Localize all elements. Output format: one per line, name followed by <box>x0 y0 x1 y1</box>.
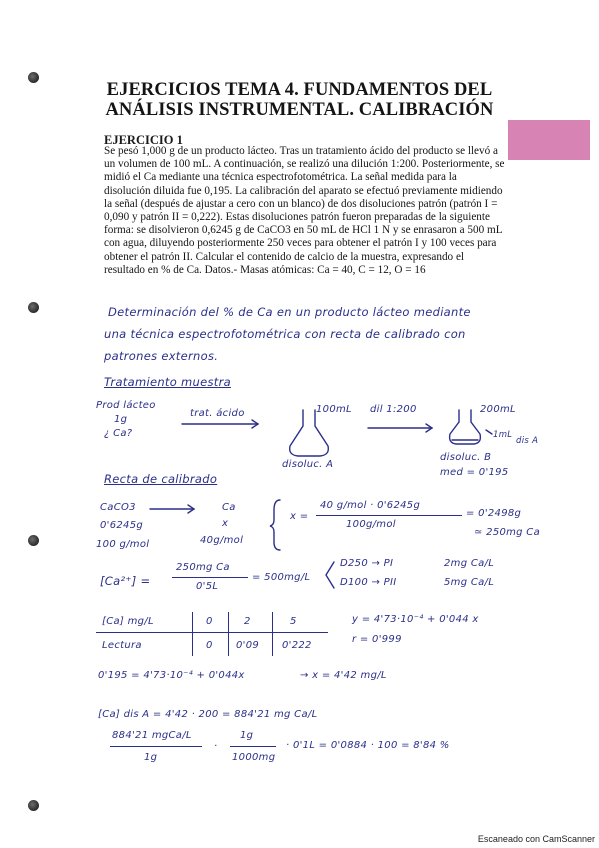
page-title-line2: ANÁLISIS INSTRUMENTAL. CALIBRACIÓN <box>105 100 494 120</box>
hw-flask-b-label: disoluc. B <box>440 452 492 463</box>
punch-hole-icon <box>28 535 39 546</box>
table-reading-2: 0'222 <box>282 640 312 651</box>
hw-intro-line2: una técnica espectrofotométrica con recta de calibrado con <box>104 327 466 341</box>
table-reading-0: 0 <box>206 640 213 651</box>
hw-prod-line2: 1g <box>114 414 128 425</box>
hw-flask-b-pipette: 1mL <box>493 430 513 440</box>
table-conc-0: 0 <box>206 616 213 627</box>
brace-icon <box>270 500 280 550</box>
scanner-watermark: Escaneado con CamScanner <box>477 834 595 844</box>
table-header-reading: Lectura <box>102 640 142 651</box>
hw-conc-denominator: 0'5L <box>196 581 219 592</box>
punch-hole-icon <box>28 302 39 313</box>
table-conc-2: 2 <box>244 616 251 627</box>
hw-caco3: CaCO3 <box>100 502 136 513</box>
hw-molar-mass-caco3: 100 g/mol <box>96 539 150 550</box>
table-conc-5: 5 <box>290 616 297 627</box>
hw-patron1-dilution: D250 → PI <box>340 558 394 569</box>
hw-intro-line1: Determinación del % de Ca en un producto lácteo mediante <box>108 305 471 319</box>
hw-fraction-denominator: 100g/mol <box>346 519 396 530</box>
hw-patron1-value: 2mg Ca/L <box>444 558 495 569</box>
hw-unknown-x: x <box>222 518 229 529</box>
hw-ca: Ca <box>222 502 236 513</box>
hw-conc-fraction-bar <box>172 577 248 578</box>
hw-x-equals: x = <box>290 511 309 522</box>
hw-prod-line1: Prod lácteo <box>96 400 156 411</box>
hw-conc-numerator: 250mg Ca <box>176 562 230 573</box>
hw-intro-line3: patrones externos. <box>104 349 219 363</box>
hw-flask-a-volume: 100mL <box>316 404 352 415</box>
hw-final-bar2 <box>230 746 276 747</box>
hw-patron2-dilution: D100 → PII <box>340 577 397 588</box>
table-reading-1: 0'09 <box>236 640 260 651</box>
exercise-statement: Se pesó 1,000 g de un producto lácteo. Tras un tratamiento ácido del producto se llevó a un volumen de 100 mL. A continuación, se realizó una dilución 1:200. Posteriormente, se midió el Ca mediante una técnica espectrofotométrica. La señal medida para la disolución diluida fue 0,195. La calibración del aparato se efectuó previamente midiendo la señal (después de ajustar a cero con un blanco) de dos disoluciones patrón (patrón I = 0,090 y patrón II = 0,222). Estas disoluciones patrón fueron preparadas de la siguiente forma: se disolvieron 0,6245 g de CaCO3 en 50 mL de HCl 1 N y se enrasaron a 500 mL con agua, diluyendo posteriormente 250 veces para obtener el patrón I y 100 veces para obtener el patrón II. Calcular el contenido de calcio de la muestra, expresando el resultado en % de Ca. Datos.- Masas atómicas: Ca = 40, C = 12, O = 16 <box>104 145 505 276</box>
hw-final-numerator2: 1g <box>240 730 254 741</box>
hw-arrow-dil-label: dil 1:200 <box>370 404 417 415</box>
hw-flask-a-label: disoluc. A <box>282 459 334 470</box>
punch-hole-icon <box>28 800 39 811</box>
flask-b-icon <box>450 410 481 444</box>
hw-caco3-mass: 0'6245g <box>100 520 144 531</box>
hw-regression-equation: y = 4'73·10⁻⁴ + 0'044 x <box>352 614 479 625</box>
hw-result-mg: ≃ 250mg Ca <box>474 527 541 538</box>
hw-conc-result: = 500mg/L <box>252 572 311 583</box>
flask-a-icon <box>290 410 329 456</box>
bracket-icon <box>326 562 334 588</box>
hw-arrow-trat-label: trat. ácido <box>190 408 245 419</box>
hw-regression-r: r = 0'999 <box>352 634 402 645</box>
page-title-line1: EJERCICIOS TEMA 4. FUNDAMENTOS DEL <box>106 80 493 100</box>
pink-sticky-tab <box>508 120 590 160</box>
table-col-divider <box>228 612 229 656</box>
hw-final-denominator2: 1000mg <box>232 752 276 763</box>
hw-flask-b-pipette-sub: dis A <box>516 436 539 446</box>
hw-patron2-value: 5mg Ca/L <box>444 577 495 588</box>
table-col-divider <box>192 612 193 656</box>
hw-final-numerator: 884'21 mgCa/L <box>112 730 192 741</box>
hw-solve-result: → x = 4'42 mg/L <box>300 670 387 681</box>
exercise-heading: EJERCICIO 1 <box>104 133 183 147</box>
hw-conc-lhs: [Ca²⁺] = <box>100 574 151 588</box>
hw-result-grams: = 0'2498g <box>466 508 522 519</box>
hw-section-recta: Recta de calibrado <box>104 472 218 486</box>
hw-section-muestra: Tratamiento muestra <box>104 375 231 389</box>
hw-fraction-bar <box>316 515 462 516</box>
hw-dis-a-conc: [Ca] dis A = 4'42 · 200 = 884'21 mg Ca/L <box>98 709 318 720</box>
hw-final-rest: · 0'1L = 0'0884 · 100 = 8'84 % <box>286 740 450 751</box>
hw-solve-equation: 0'195 = 4'73·10⁻⁴ + 0'044x <box>98 670 245 681</box>
table-header-conc: [Ca] mg/L <box>102 616 154 627</box>
hw-prod-line3: ¿ Ca? <box>104 428 133 439</box>
hw-final-denominator: 1g <box>144 752 158 763</box>
hw-fraction-numerator: 40 g/mol · 0'6245g <box>320 500 421 511</box>
hw-times-dot: · <box>214 741 218 752</box>
table-row-divider <box>96 632 328 633</box>
hw-flask-b-measure: med = 0'195 <box>440 467 509 478</box>
hw-final-bar1 <box>110 746 202 747</box>
hw-molar-mass-ca: 40g/mol <box>200 535 244 546</box>
hw-flask-b-volume: 200mL <box>480 404 516 415</box>
table-col-divider <box>272 612 273 656</box>
